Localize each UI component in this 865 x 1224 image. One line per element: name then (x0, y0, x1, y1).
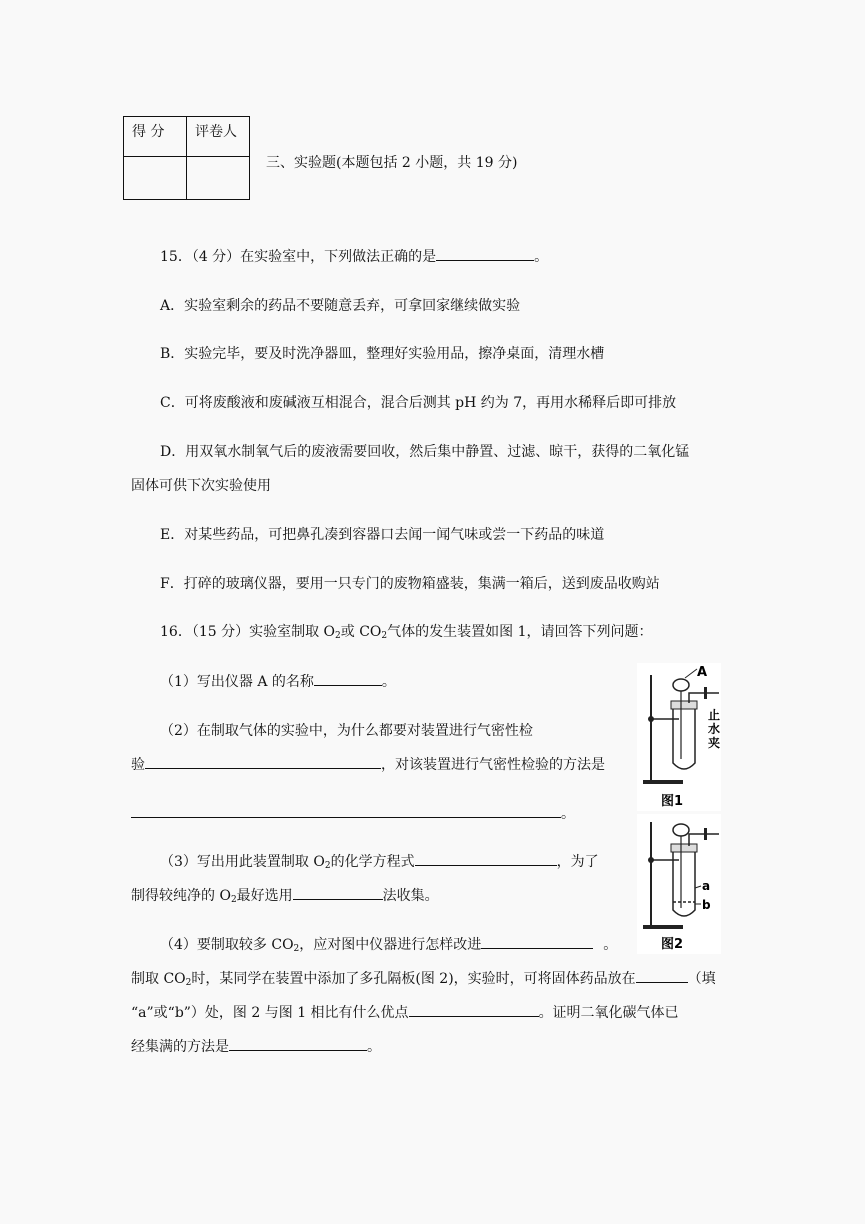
q16-p2-text-b: ，对该装置进行气密性检验的方法是 (381, 757, 605, 773)
q16-p2-blank1[interactable] (145, 754, 381, 769)
q15-answer-blank[interactable] (436, 246, 534, 261)
q16-p4-text-b: ，应对图中仪器进行怎样改进 (299, 937, 482, 953)
q15-stem-text: 15．（4 分）在实验室中，下列做法正确的是 (160, 249, 437, 265)
figure-1-caption: 图1 (661, 794, 684, 809)
q15-end: 。 (534, 249, 549, 265)
q16-part4-line1 (160, 934, 617, 954)
clamp-label-1: 止 (708, 708, 721, 722)
rubber-stopper (671, 701, 697, 709)
q16-part2-line2 (131, 754, 605, 774)
q15-option-c: C．可将废酸液和废碱液互相混合，混合后测其 pH 约为 7，再用水稀释后即可排放 (160, 395, 677, 411)
q16-p2-blank2[interactable] (131, 803, 561, 818)
q16-part1 (160, 671, 396, 691)
q16-p3-line2-b: 最好选用 (236, 888, 293, 904)
stand-base (643, 780, 683, 784)
q15-option-d: D．用双氧水制氧气后的废液需要回收，然后集中静置、过滤、晾干，获得的二氧化锰 (160, 444, 690, 460)
q16-sub2: 2 (381, 631, 388, 641)
q15-stem (160, 246, 548, 266)
q16-part3-line1 (160, 851, 599, 871)
q16-p4-line2-b: 时，某同学在装置中添加了多孔隔板(图 2)，实验时，可将固体药品放在 (191, 971, 636, 987)
q15-option-a: A．实验室剩余的药品不要随意丢弃，可拿回家继续做实验 (160, 298, 521, 314)
q15-option-f: F．打碎的玻璃仪器，要用一只专门的废物箱盛装，集满一箱后，送到废品收购站 (160, 576, 660, 592)
q16-p3-text-a: （3）写出用此装置制取 O (160, 854, 325, 870)
figure-1-apparatus (637, 663, 721, 811)
q16-p4-blank1[interactable] (481, 934, 593, 949)
q16-part4-line4 (131, 1036, 381, 1056)
q16-p3-line2-c: 法收集。 (382, 888, 439, 904)
clamp-label-3: 夹 (708, 736, 721, 750)
q16-p4-line2-c: （填 (687, 971, 716, 987)
figure-2-caption: 图2 (661, 937, 684, 952)
q16-part2-line1: （2）在制取气体的实验中，为什么都要对装置进行气密性检 (160, 723, 533, 739)
q16-p3-sub: 2 (324, 861, 331, 871)
q16-p4-blank3[interactable] (409, 1002, 539, 1017)
q16-p1-end: 。 (381, 674, 396, 690)
clamp-mark-2 (704, 828, 707, 840)
q16-p4-line2-sub: 2 (185, 978, 192, 988)
q16-p2-end: 。 (561, 806, 575, 822)
q16-p4-line4-a: 经集满的方法是 (131, 1039, 229, 1055)
stand-clamp-knob (648, 716, 654, 722)
score-cell[interactable] (124, 157, 187, 200)
score-header: 得 分 (124, 117, 187, 157)
q16-p3-line2-a: 制得较纯净的 O (131, 888, 231, 904)
q16-part4-line2 (131, 968, 716, 988)
q16-p4-text-a: （4）要制取较多 CO (160, 937, 294, 953)
q16-stem-b: 或 CO (340, 624, 382, 640)
stand-clamp-knob-2 (648, 857, 654, 863)
q16-p4-sub: 2 (293, 944, 300, 954)
q16-p4-line3-a: “a”或“b”）处，图 2 与图 1 相比有什么优点 (131, 1005, 409, 1021)
q16-p4-blank2[interactable] (636, 968, 688, 983)
q16-sub1: 2 (335, 631, 341, 641)
q16-part4-line3 (131, 1002, 679, 1022)
q16-part3-line2 (131, 885, 439, 905)
stand-base-2 (643, 925, 683, 929)
q16-p3-text-c: ，为了 (556, 854, 599, 870)
label-A: A (697, 665, 708, 680)
q15-option-d-cont: 固体可供下次实验使用 (131, 478, 271, 494)
q16-p1-blank[interactable] (314, 671, 382, 686)
rubber-stopper-2 (671, 844, 697, 852)
grader-cell[interactable] (187, 157, 250, 200)
q16-part2-line3 (131, 803, 575, 823)
label-b: b (702, 898, 711, 912)
q16-p4-text-c: 。 (603, 937, 618, 953)
clamp-label-2: 水 (708, 722, 721, 736)
q16-stem-a: 16．（15 分）实验室制取 O (160, 624, 336, 640)
q16-stem-c: 气体的发生装置如图 1，请回答下列问题： (387, 624, 653, 640)
q16-p2-text-a: 验 (131, 757, 145, 773)
q16-p4-line4-b: 。 (367, 1039, 381, 1055)
q15-option-b: B．实验完毕，要及时洗净器皿，整理好实验用品，擦净桌面，清理水槽 (160, 346, 605, 362)
figure-2-apparatus (637, 814, 721, 954)
q16-p3-text-b: 的化学方程式 (330, 854, 415, 870)
q15-option-e: E．对某些药品，可把鼻孔凑到容器口去闻一闻气味或尝一下药品的味道 (160, 527, 605, 543)
label-a: a (702, 879, 711, 893)
q16-p4-blank4[interactable] (229, 1036, 367, 1051)
q16-p1-text: （1）写出仪器 A 的名称 (160, 674, 314, 690)
q16-p4-line2-a: 制取 CO (131, 971, 186, 987)
grader-header: 评卷人 (187, 117, 250, 157)
section-title: 三、实验题(本题包括 2 小题，共 19 分) (266, 155, 518, 171)
q16-p3-blank2[interactable] (293, 885, 383, 900)
q16-p3-line2-sub: 2 (230, 895, 237, 905)
score-table (123, 116, 250, 200)
clamp-mark (704, 687, 707, 699)
q16-p4-line3-b: 。证明二氧化碳气体已 (538, 1005, 679, 1021)
q16-p3-blank1[interactable] (415, 851, 557, 866)
q16-stem (160, 621, 652, 641)
